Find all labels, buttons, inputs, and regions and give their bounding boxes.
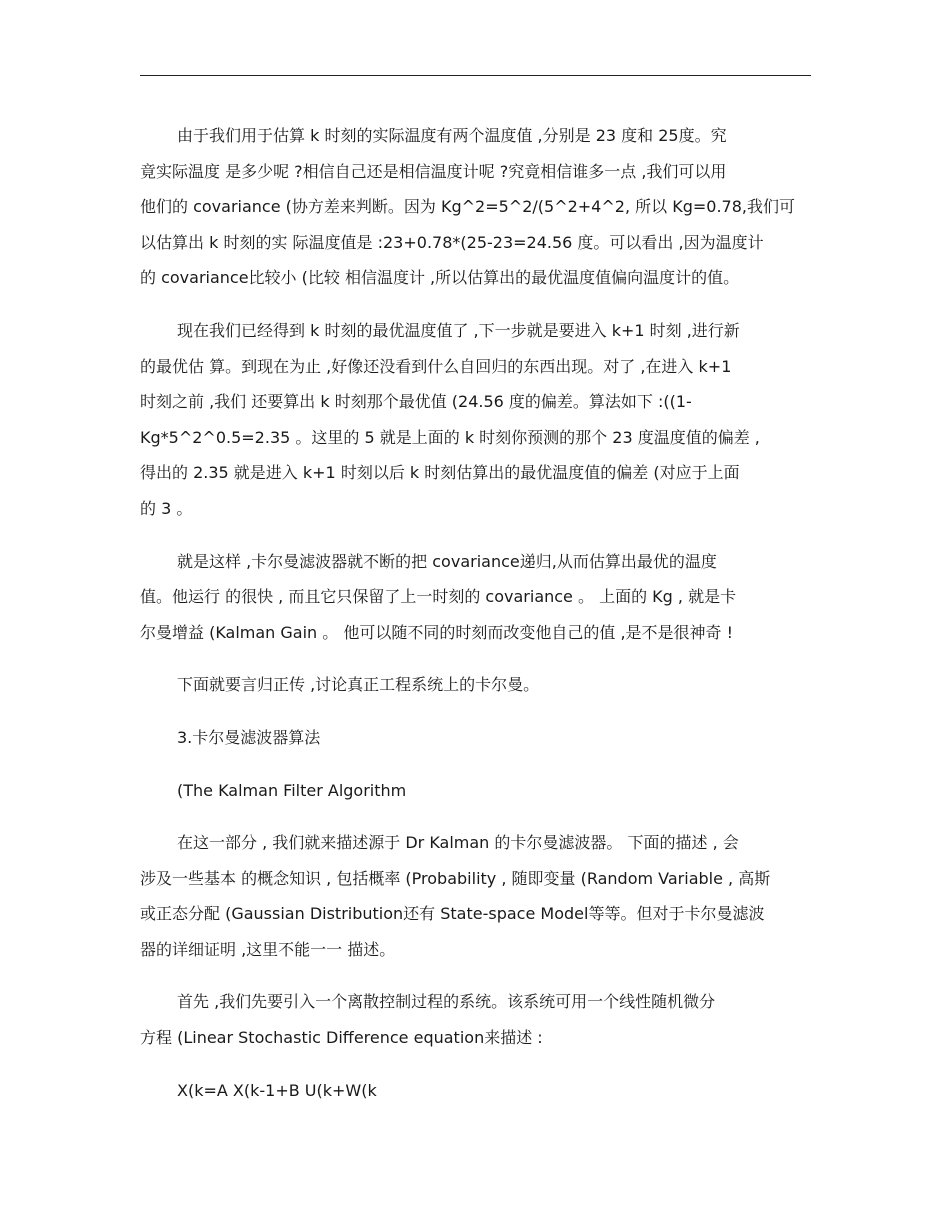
text-line: 器的详细证明 ,这里不能一一 描述。	[140, 939, 396, 959]
text-line: 得出的 2.35 就是进入 k+1 时刻以后 k 时刻估算出的最优温度值的偏差 (对应于上面	[140, 463, 740, 483]
state-equation: X(k=A X(k-1+B U(k+W(k	[177, 1080, 377, 1100]
paragraph-concepts	[140, 825, 810, 967]
text-line: 由于我们用于估算 k 时刻的实际温度有两个温度值 ,分别是 23 度和 25度。究	[177, 126, 727, 145]
text-line: 时刻之前 ,我们 还要算出 k 时刻那个最优值 (24.56 度的偏差。算法如下 :((1-	[140, 392, 692, 412]
paragraph-deviation	[140, 313, 810, 527]
header-rule	[140, 75, 811, 76]
paragraph-kalman-gain	[140, 544, 810, 651]
paragraph-temperature-estimate	[140, 118, 810, 296]
text-line: 值。他运行 的很快 , 而且它只保留了上一时刻的 covariance 。 上面的 Kg , 就是卡	[140, 587, 737, 607]
text-line: 以估算出 k 时刻的实 际温度值是 :23+0.78*(25-23=24.56 度。可以看出 ,因为温度计	[140, 232, 764, 252]
text-line: 涉及一些基本 的概念知识 , 包括概率 (Probability , 随即变量 (Random Variable , 高斯	[140, 868, 771, 888]
paragraph-transition	[140, 667, 810, 703]
text-line: 竟实际温度 是多少呢 ?相信自己还是相信温度计呢 ?究竟相信谁多一点 ,我们可以用	[140, 161, 727, 181]
text-line: 现在我们已经得到 k 时刻的最优温度值了 ,下一步就是要进入 k+1 时刻 ,进行新	[177, 320, 740, 340]
text-line: 首先 ,我们先要引入一个离散控制过程的系统。该系统可用一个线性随机微分	[177, 992, 716, 1012]
text-line: 或正态分配 (Gaussian Distribution还有 State-space Model等等。但对于卡尔曼滤波	[140, 904, 765, 924]
paragraph-system-intro	[140, 984, 810, 1055]
text-line: 就是这样 ,卡尔曼滤波器就不断的把 covariance递归,从而估算出最优的温度	[177, 551, 717, 571]
equation-block	[140, 1073, 810, 1109]
section-subtitle	[140, 773, 810, 809]
text-line: 下面就要言归正传 ,讨论真正工程系统上的卡尔曼。	[177, 675, 540, 695]
text-line: 的 3 。	[140, 498, 193, 518]
text-line: 在这一部分 , 我们就来描述源于 Dr Kalman 的卡尔曼滤波器。 下面的描述 , 会	[177, 833, 739, 853]
section-title: 3.卡尔曼滤波器算法	[177, 727, 321, 747]
section-heading	[140, 720, 810, 756]
document-body	[140, 118, 810, 1108]
text-line: 方程 (Linear Stochastic Difference equation来描述 :	[140, 1028, 543, 1048]
text-line: 尔曼增益 (Kalman Gain 。 他可以随不同的时刻而改变他自己的值 ,是不是很神奇 !	[140, 622, 734, 642]
text-line: 的最优估 算。到现在为止 ,好像还没看到什么自回归的东西出现。对了 ,在进入 k+1	[140, 356, 732, 376]
text-line: 的 covariance比较小 (比较 相信温度计 ,所以估算出的最优温度值偏向温度计的值。	[140, 268, 740, 288]
text-line: Kg*5^2^0.5=2.35 。这里的 5 就是上面的 k 时刻你预测的那个 23 度温度值的偏差 ,	[140, 427, 760, 447]
section-subtitle-text: (The Kalman Filter Algorithm	[177, 780, 407, 800]
text-line: 他们的 covariance (协方差来判断。因为 Kg^2=5^2/(5^2+4^2, 所以 Kg=0.78,我们可	[140, 197, 795, 217]
